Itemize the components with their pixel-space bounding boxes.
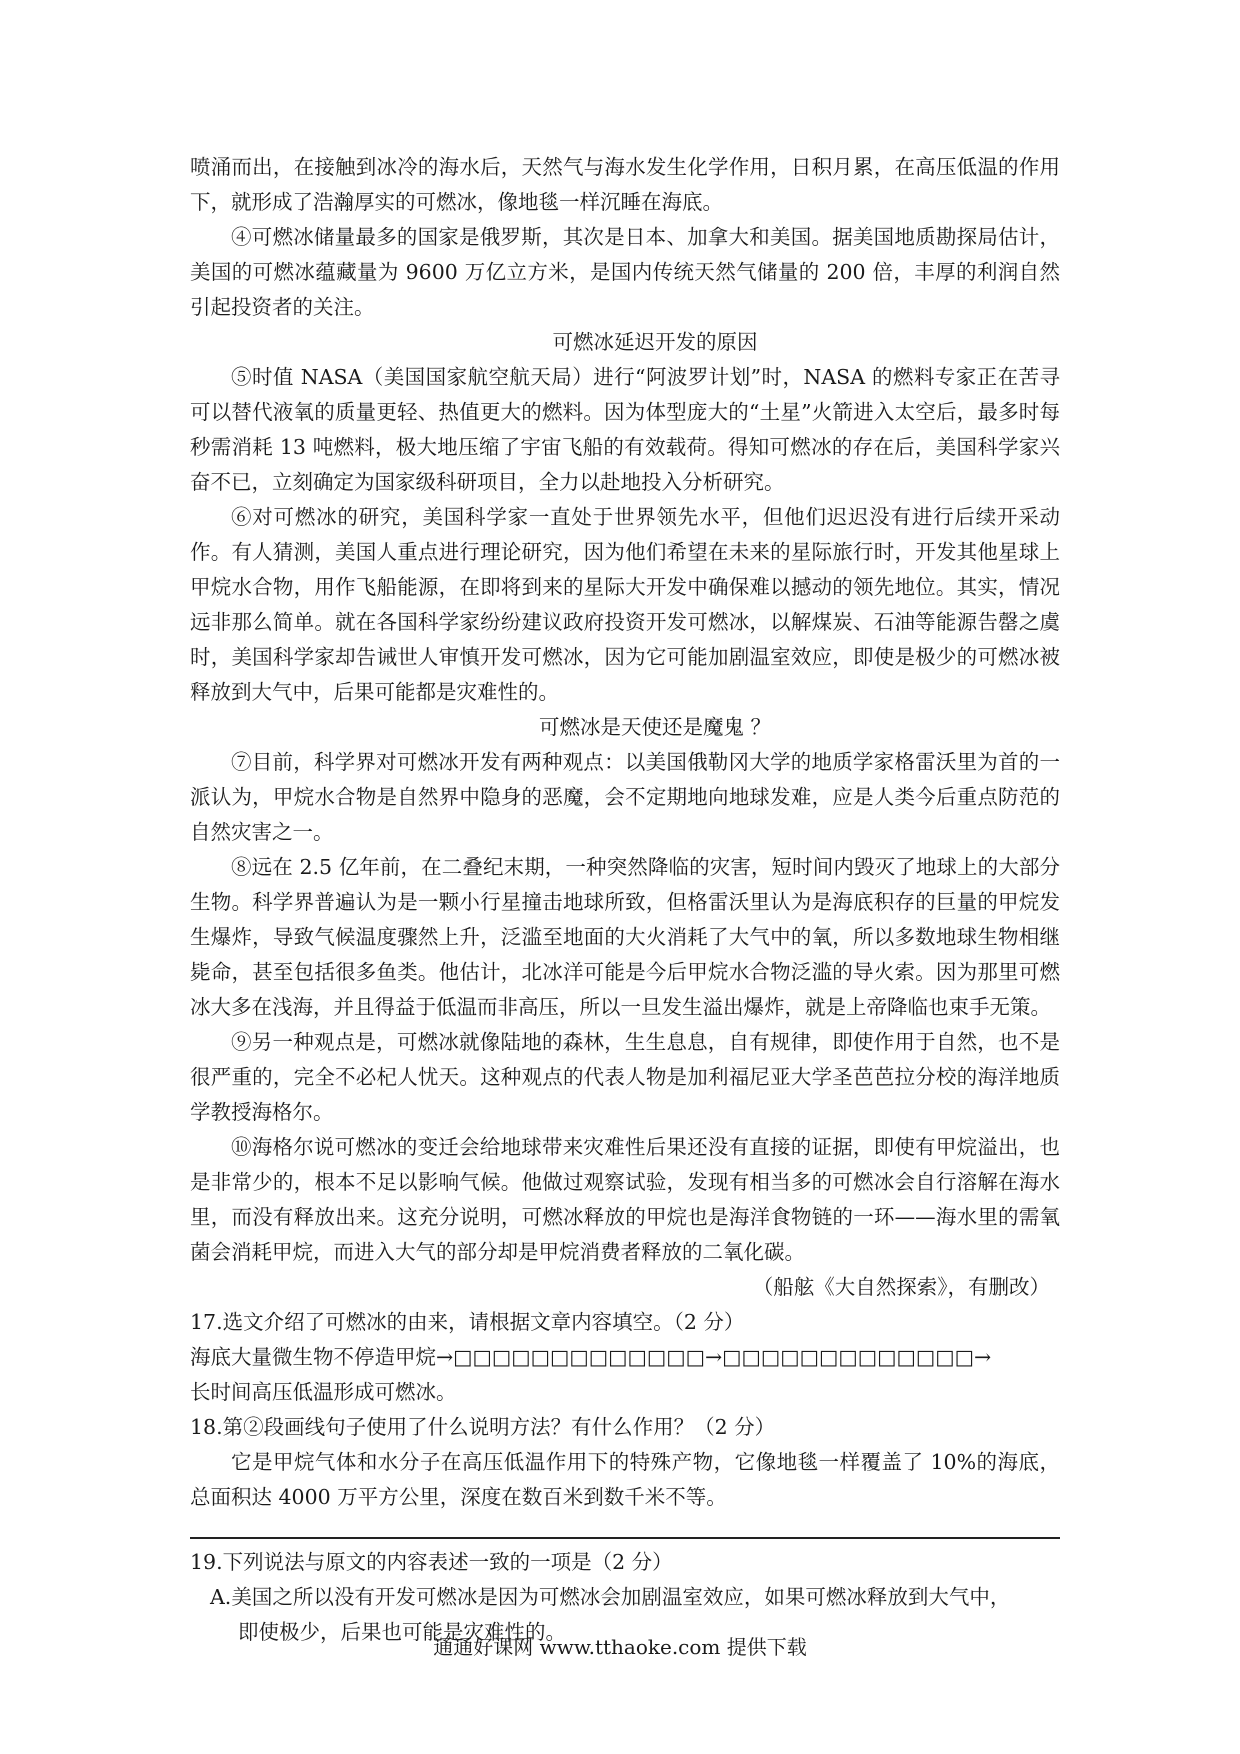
option-a-line2: 即使极少，后果也可能是灾难性的。 — [238, 1620, 566, 1644]
question-18-title: 18.第②段画线句子使用了什么说明方法？有什么作用？（2 分） — [190, 1415, 776, 1439]
option-a-label: A. — [210, 1585, 232, 1609]
question-17-blank-line: 海底大量微生物不停造甲烷→□□□□□□□□□□□□□→□□□□□□□□□□□□□→ — [190, 1345, 992, 1369]
answer-divider-line — [190, 1537, 1060, 1539]
page-footer: 通通好课网 www.tthaoke.com 提供下载 — [433, 1635, 807, 1659]
paragraph-6: ⑥对可燃冰的研究，美国科学家一直处于世界领先水平，但他们迟迟没有进行后续开采动作。有人猜测，美国人重点进行理论研究，因为他们希望在未来的星际旅行时，开发其他星球上甲烷水合物，用作飞船能源，在即将到来的星际大开发中确保难以撼动的领先地位。其实，情况远非那么简单。就在各国科学家纷纷建议政府投资开发可燃冰，以解煤炭、石油等能源告罄之虞时，美国科学家却告诫世人审慎开发可燃冰，因为它可能加剧温室效应，即使是极少的可燃冰被释放到大气中，后果可能都是灾难性的。 — [190, 505, 1060, 704]
section-heading-angel-or-devil: 可燃冰是天使还是魔鬼 ？ — [538, 715, 772, 739]
paragraph-8: ⑧远在 2.5 亿年前，在二叠纪末期，一种突然降临的灾害，短时间内毁灭了地球上的大部分生物。科学界普遍认为是一颗小行星撞击地球所致，但格雷沃里认为是海底积存的巨量的甲烷发生爆炸，导致气候温度骤然上升，泛滥至地面的大火消耗了大气中的氧，所以多数地球生物相继毙命，甚至包括很多鱼类。他估计，北冰洋可能是今后甲烷水合物泛滥的导火索。因为那里可燃冰大多在浅海，并且得益于低温而非高压，所以一旦发生溢出爆炸，就是上帝降临也束手无策。 — [190, 855, 1060, 1019]
question-18-quoted-sentence: 它是甲烷气体和水分子在高压低温作用下的特殊产物，它像地毯一样覆盖了 10%的海底，总面积达 4000 万平方公里，深度在数百米到数千米不等。 — [190, 1450, 1060, 1509]
paragraph-7: ⑦目前，科学界对可燃冰开发有两种观点：以美国俄勒冈大学的地质学家格雷沃里为首的一派认为，甲烷水合物是自然界中隐身的恶魔，会不定期地向地球发难，应是人类今后重点防范的自然灾害之一。 — [190, 750, 1060, 844]
source-citation: （船舷《大自然探索》，有删改） — [752, 1275, 1050, 1299]
question-19-title: 19.下列说法与原文的内容表述一致的一项是（2 分） — [190, 1550, 673, 1574]
paragraph-5: ⑤时值 NASA（美国国家航空航天局）进行“阿波罗计划”时，NASA 的燃料专家正在苦寻可以替代液氧的质量更轻、热值更大的燃料。因为体型庞大的“土星”火箭进入太空后，最多时每秒需消耗 13 吨燃料，极大地压缩了宇宙飞船的有效载荷。得知可燃冰的存在后，美国科学家兴奋不已，立刻确定为国家级科研项目，全力以赴地投入分析研究。 — [190, 365, 1060, 494]
paragraph-4: ④可燃冰储量最多的国家是俄罗斯，其次是日本、加拿大和美国。据美国地质勘探局估计，美国的可燃冰蕴藏量为 9600 万亿立方米，是国内传统天然气储量的 200 倍，丰厚的利润自然引起投资者的关注。 — [190, 225, 1060, 319]
paragraph-10: ⑩海格尔说可燃冰的变迁会给地球带来灾难性后果还没有直接的证据，即使有甲烷溢出，也是非常少的，根本不足以影响气候。他做过观察试验，发现有相当多的可燃冰会自行溶解在海水里，而没有释放出来。这充分说明，可燃冰释放的甲烷也是海洋食物链的一环——海水里的需氧菌会消耗甲烷，而进入大气的部分却是甲烷消费者释放的二氧化碳。 — [190, 1135, 1060, 1264]
paragraph-continued: 喷涌而出，在接触到冰冷的海水后，天然气与海水发生化学作用，日积月累，在高压低温的作用下，就形成了浩瀚厚实的可燃冰，像地毯一样沉睡在海底。 — [190, 155, 1060, 214]
question-17-title: 17.选文介绍了可燃冰的由来，请根据文章内容填空。（2 分） — [190, 1310, 745, 1334]
document-page — [190, 150, 1060, 1650]
section-heading-delay-reasons: 可燃冰延迟开发的原因 — [552, 330, 758, 354]
question-17-line-end: 长时间高压低温形成可燃冰。 — [190, 1380, 457, 1404]
paragraph-9: ⑨另一种观点是，可燃冰就像陆地的森林，生生息息，自有规律，即使作用于自然，也不是很严重的，完全不必杞人忧天。这种观点的代表人物是加利福尼亚大学圣芭芭拉分校的海洋地质学教授海格尔。 — [190, 1030, 1060, 1124]
option-a-line1: 美国之所以没有开发可燃冰是因为可燃冰会加剧温室效应，如果可燃冰释放到大气中， — [231, 1585, 1011, 1609]
